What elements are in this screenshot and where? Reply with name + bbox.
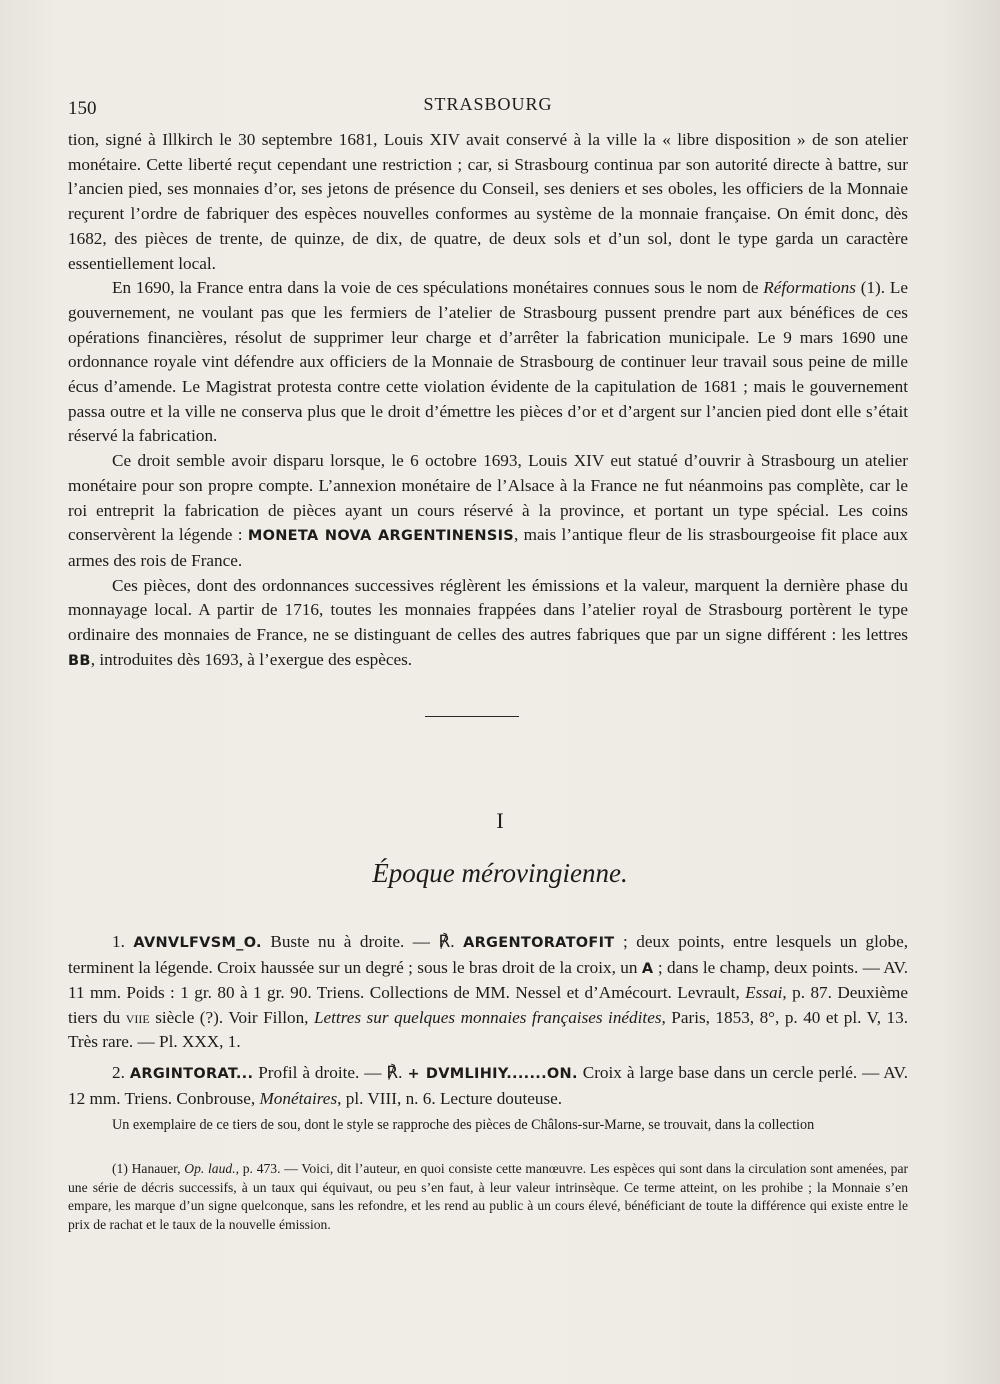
entry-1-text-f: , Paris, 1853, 8°, p. 40 et pl. V, 13. Très rare. — Pl. XXX, 1. [68, 1007, 909, 1052]
section-title: Époque mérovingienne. [372, 858, 628, 888]
entry-1-text-d: , p. 87. Deuxième tiers du [68, 983, 908, 1027]
essai-reference: Essai [745, 983, 783, 1003]
catalogue-entry-2 [68, 1061, 908, 1111]
entry-number: 1. [112, 932, 125, 951]
catalogue-entry-1 [68, 930, 908, 1055]
paragraph-3-text-b: , mais l’antique fleur de lis strasbourgeoise fit place aux armes des rois de France. [68, 525, 908, 570]
obverse-legend: AVNVLFVSM_O. [133, 935, 262, 951]
field-letter: A [641, 960, 654, 977]
paragraph-4 [68, 574, 908, 674]
footnote-1 [68, 1160, 908, 1234]
entry-2-text-b: Croix à large base dans un cercle perlé. — AV. 12 mm. Triens. Conbrouse, [68, 1062, 908, 1108]
entry-2-note: Un exemplaire de ce tiers de sou, dont le style se rapproche des pièces de Châlons-sur-Marne, se trouvait, dans la collection [112, 1117, 815, 1134]
century-numeral: viie [125, 1007, 150, 1027]
entry-1-text-c: ; dans le champ, deux points. — AV. 11 mm. Poids : 1 gr. 80 à 1 gr. 90. Triens. Collections de MM. Nessel et d’Amécourt. Levrault, [68, 957, 908, 1003]
paragraph-2-text-b: (1). Le gouvernement, ne voulant pas que les fermiers de l’atelier de Strasbourg pussent prendre part aux bénéfices de ces opérations financières, résolut de supprimer leur charge et d’arrêter la fabrication municipale. Le 9 mars 1690 une ordonnance royale vint défendre aux officiers de la Monnaie de Strasbourg de continuer leur travail sous peine de mille écus d’amende. Le Magistrat protesta contre cette violation évidente de la capitulation de 1681 ; mais le gouvernement passa outre et la ville ne conserva plus que le droit d’émettre les pièces d’or et d’argent sur l’ancien pied dont elle s’était réservé la fabrication. [68, 278, 909, 446]
section-number: I [496, 808, 504, 833]
page-header [68, 92, 908, 122]
entry-1-text-e: siècle (?). Voir Fillon, [149, 1007, 314, 1027]
paragraph-1: tion, signé à Illkirch le 30 septembre 1681, Louis XIV avait conservé à la ville la « libre disposition » de son atelier monétaire. Cette liberté reçut cependant une restriction ; car, si Strasbourg continua par son autorité directe à battre, sur l’ancien pied, ses monnaies d’or, ses jetons de présence du Conseil, ses deniers et ses oboles, les officiers de la Monnaie reçurent l’ordre de fabriquer des espèces nouvelles conformes au système de la monnaie française. On émit donc, dès 1682, des pièces de trente, de quinze, de dix, de quatre, de deux sols et d’un sol, dont le type garda un caractère essentiellement local. [68, 130, 908, 273]
footnote-text: , p. 473. — Voici, dit l’auteur, en quoi consiste cette manœuvre. Les espèces qui sont dans la circulation sont amenées, par une série de décris successifs, à un taux qui équivaut, ou peu s’en faut, à leur valeur intrinsèque. Ce terme atteint, on les prohibe ; la Monnaie s’en empare, les marque d’un signe quelconque, sans les refondre, et les rend au public à un cours élevé, bénéficiant de toute la différence qui existe entre le prix de rachat et le taux de la nouvelle émission. [68, 1161, 909, 1232]
entry-1-text-a: Buste nu à droite. — ℟. [261, 932, 464, 951]
coin-legend: MONETA NOVA ARGENTINENSIS [247, 528, 515, 545]
paragraph-3-text-a: Ce droit semble avoir disparu lorsque, le 6 octobre 1693, Louis XIV eut statué d’ouvrir à Strasbourg un atelier monétaire pour son propre compte. L’annexion monétaire de l’Alsace à la France ne fut néanmoins pas complète, car le roi entreprit la fabrication de pièces ayant un cours réservé à la province, et portant un type spécial. Les coins conservèrent la légende : [68, 451, 908, 545]
catalogue-entries [68, 930, 908, 1135]
footnote-source: Op. laud. [184, 1161, 236, 1176]
main-text [68, 128, 908, 673]
entry-1-text-b: ; deux points, entre lesquels un globe, terminent la légende. Croix haussée sur un degré ; sous le bras droit de la croix, un [68, 932, 908, 977]
section-divider [425, 716, 519, 717]
conbrouse-reference: Monétaires [259, 1088, 338, 1108]
fillon-reference: Lettres sur quelques monnaies françaises inédites [313, 1007, 662, 1027]
paragraph-4-text-a: Ces pièces, dont des ordonnances successives réglèrent les émissions et la valeur, marquent la dernière phase du monnayage local. A partir de 1716, toutes les monnaies frappées dans l’atelier royal de Strasbourg portèrent le type ordinaire des monnaies de France, ne se distinguant de celles des autres fabriques que par un signe différent : les lettres [68, 575, 908, 645]
footnote-marker: (1) Hanauer, [112, 1161, 185, 1176]
obverse-legend: ARGINTORAT... [129, 1065, 254, 1082]
paragraph-3 [68, 449, 908, 574]
footnote [68, 1160, 908, 1234]
reverse-legend: ARGENTORATOFIT [463, 935, 615, 951]
mint-mark-letters: BB [68, 652, 91, 669]
paragraph-4-text-b: , introduites dès 1693, à l’exergue des espèces. [90, 649, 413, 669]
reformations-term: Réformations [763, 278, 856, 298]
reverse-legend: + DVMLIHIY.......ON. [407, 1065, 578, 1082]
running-title: STRASBOURG [423, 94, 553, 114]
paragraph-2 [68, 276, 908, 449]
entry-number: 2. [112, 1062, 125, 1082]
entry-2-text-c: , pl. VIII, n. 6. Lecture douteuse. [337, 1088, 563, 1108]
entry-2-text-a: Profil à droite. — ℟. [253, 1062, 408, 1082]
page-number: 150 [68, 98, 97, 119]
paragraph-2-text-a: En 1690, la France entra dans la voie de ces spéculations monétaires connues sous le nom de [112, 278, 764, 298]
